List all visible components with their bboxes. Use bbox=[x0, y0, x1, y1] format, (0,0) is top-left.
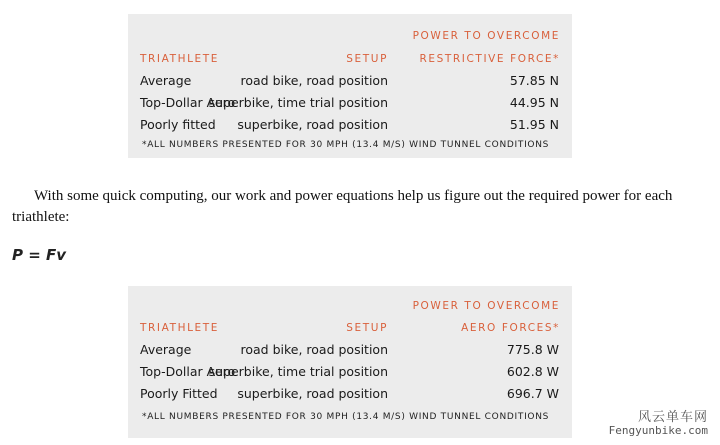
triathlete-cell: Average bbox=[140, 73, 192, 88]
setup-cell: superbike, time trial position bbox=[208, 364, 388, 379]
triathlete-cell: Top-Dollar Aero bbox=[140, 95, 236, 110]
table-row bbox=[128, 342, 572, 362]
triathlete-cell: Poorly Fitted bbox=[140, 386, 218, 401]
force-table bbox=[128, 14, 572, 158]
table-row bbox=[128, 364, 572, 384]
table-header-restrictive-force: RESTRICTIVE FORCE* bbox=[419, 53, 560, 65]
force-value-cell: 44.95 N bbox=[509, 95, 559, 110]
table-header-setup: SETUP bbox=[346, 322, 388, 334]
triathlete-cell: Average bbox=[140, 342, 192, 357]
setup-cell: road bike, road position bbox=[240, 342, 388, 357]
table-footnote: *ALL NUMBERS PRESENTED FOR 30 MPH (13.4 M/S) WIND TUNNEL CONDITIONS bbox=[142, 412, 550, 422]
setup-cell: superbike, road position bbox=[237, 117, 388, 132]
setup-cell: superbike, time trial position bbox=[208, 95, 388, 110]
force-value-cell: 51.95 N bbox=[509, 117, 559, 132]
table-header-setup: SETUP bbox=[346, 53, 388, 65]
power-table bbox=[128, 286, 572, 438]
triathlete-cell: Top-Dollar Aero bbox=[140, 364, 236, 379]
force-value-cell: 57.85 N bbox=[509, 73, 559, 88]
table-row bbox=[128, 386, 572, 406]
table-header-aero-forces: AERO FORCES* bbox=[461, 322, 560, 334]
setup-cell: superbike, road position bbox=[237, 386, 388, 401]
table-footnote: *ALL NUMBERS PRESENTED FOR 30 MPH (13.4 M/S) WIND TUNNEL CONDITIONS bbox=[142, 140, 550, 150]
power-equation: P = Fv bbox=[12, 246, 67, 264]
table-row bbox=[128, 95, 572, 115]
setup-cell: road bike, road position bbox=[240, 73, 388, 88]
power-value-cell: 602.8 W bbox=[506, 364, 559, 379]
table-header-power-to-overcome: POWER TO OVERCOME bbox=[412, 300, 560, 312]
table-header-triathlete: TRIATHLETE bbox=[140, 53, 220, 65]
body-paragraph: With some quick computing, our work and power equations help us figure out the required power for each triathlete: bbox=[12, 188, 673, 225]
table-row bbox=[128, 117, 572, 137]
table-row bbox=[128, 73, 572, 93]
table-header-triathlete: TRIATHLETE bbox=[140, 322, 220, 334]
watermark-logo-text: 风云单车网 bbox=[637, 410, 708, 425]
table-header-power-to-overcome: POWER TO OVERCOME bbox=[412, 30, 560, 42]
power-value-cell: 696.7 W bbox=[506, 386, 559, 401]
triathlete-cell: Poorly fitted bbox=[140, 117, 216, 132]
power-value-cell: 775.8 W bbox=[506, 342, 559, 357]
watermark-url: Fengyunbike.com bbox=[608, 424, 708, 437]
